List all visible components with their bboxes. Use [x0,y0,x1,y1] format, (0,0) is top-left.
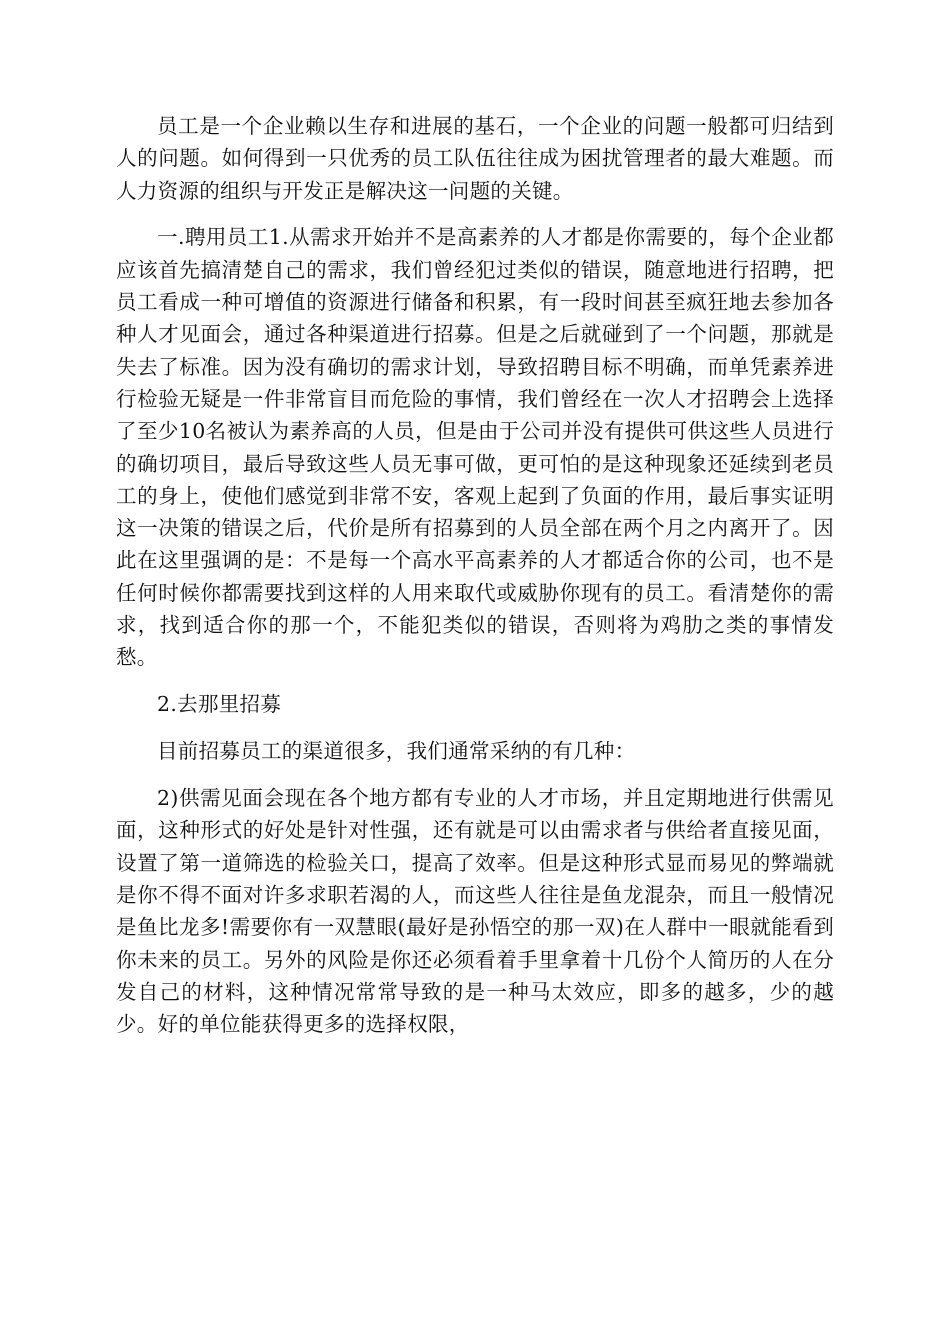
paragraph-heading-where-to-recruit: 2.去那里招募 [157,692,282,717]
paragraph-section-hiring: 一.聘用员工1.从需求开始并不是高素养的人才都是你需要的，每个企业都应该首先搞清楚自己的需求，我们曾经犯过类似的错误，随意地进行招聘，把员工看成一种可增值的资源进行储备和积累，有一段时间甚至疯狂地去参加各种人才见面会，通过各种渠道进行招募。但是之后就碰到了一个问题，那就是失去了标准。因为没有确切的需求计划，导致招聘目标不明确，而单凭素养进行检验无疑是一件非常盲目而危险的事情，我们曾经在一次人才招聘会上选择了至少10名被认为素养高的人员，但是由于公司并没有提供可供这些人员进行的确切项目，最后导致这些人员无事可做，更可怕的是这种现象还延续到老员工的身上，使他们感觉到非常不安，客观上起到了负面的作用，最后事实证明这一决策的错误之后，代价是所有招募到的人员全部在两个月之内离开了。因此在这里强调的是：不是每一个高水平高素养的人才都适合你的公司，也不是任何时候你都需要找到这样的人用来取代或威胁你现有的员工。看清楚你的需求，找到适合你的那一个，不能犯类似的错误，否则将为鸡肋之类的事情发愁。 [116,225,834,670]
paragraph-job-fair: 2)供需见面会现在各个地方都有专业的人才市场，并且定期地进行供需见面，这种形式的好处是针对性强，还有就是可以由需求者与供给者直接见面，设置了第一道筛选的检验关口，提高了效率。但是这种形式显而易见的弊端就是你不得不面对许多求职若渴的人，而这些人往往是鱼龙混杂，而且一般情况是鱼比龙多!需要你有一双慧眼(最好是孙悟空的那一双)在人群中一眼就能看到你未来的员工。另外的风险是你还必须看着手里拿着十几份个人简历的人在分发自己的材料，这种情况常常导致的是一种马太效应，即多的越多，少的越少。好的单位能获得更多的选择权限， [116,786,834,1037]
paragraph-channels-intro: 目前招募员工的渠道很多，我们通常采纳的有几种： [157,739,636,764]
paragraph-intro: 员工是一个企业赖以生存和进展的基石，一个企业的问题一般都可归结到人的问题。如何得到一只优秀的员工队伍往往成为困扰管理者的最大难题。而人力资源的组织与开发正是解决这一问题的关键。 [116,114,834,203]
document-body [116,110,834,1055]
